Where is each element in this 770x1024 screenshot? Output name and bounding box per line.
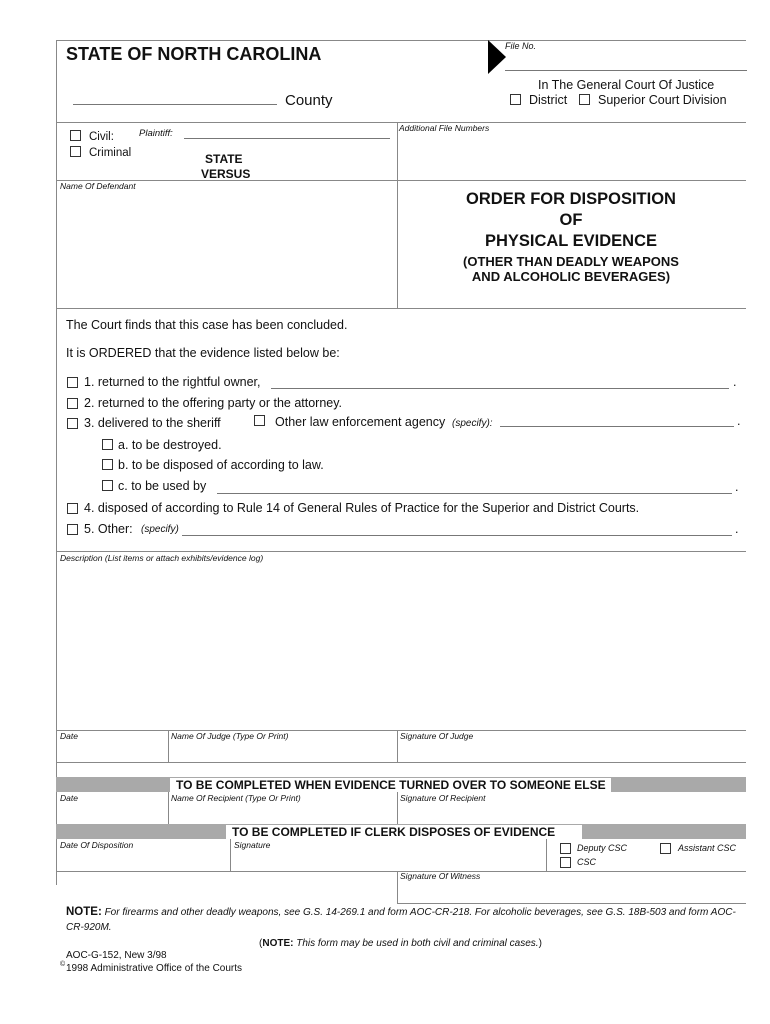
copyright-symbol: © (60, 961, 66, 968)
additional-file-numbers-label: Additional File Numbers (399, 123, 490, 133)
option-b-label: b. to be disposed of according to law. (118, 458, 324, 472)
option-a-label: a. to be destroyed. (118, 438, 222, 452)
description-label: Description (List items or attach exhibits/evidence log) (60, 553, 264, 563)
recipient-signature-label: Signature Of Recipient (400, 793, 486, 803)
note-2-text: This form may be used in both civil and criminal cases. (296, 938, 539, 949)
judge-signature-label: Signature Of Judge (400, 731, 474, 741)
signoff-divider-1 (168, 730, 169, 762)
district-label: District (529, 93, 568, 107)
county-line[interactable] (73, 104, 277, 105)
option-c-label: c. to be used by (118, 479, 207, 493)
signoff-bottom-line (56, 762, 746, 763)
judge-name-label: Name Of Judge (Type Or Print) (171, 731, 289, 741)
option-2-checkbox[interactable] (67, 398, 78, 409)
description-area[interactable] (58, 566, 744, 728)
option-c-checkbox[interactable] (102, 480, 113, 491)
subtitle-line-1: (OTHER THAN DEADLY WEAPONS (463, 254, 679, 269)
option-1-period: . (733, 375, 737, 389)
note-2-label: NOTE: (262, 938, 294, 949)
plaintiff-label: Plaintiff: (139, 128, 173, 139)
option-3-label: 3. delivered to the sheriff (84, 416, 221, 430)
note-2: (NOTE: This form may be used in both civil and criminal cases.) (259, 938, 542, 949)
option-b-checkbox[interactable] (102, 459, 113, 470)
state-title: STATE OF NORTH CAROLINA (66, 44, 322, 64)
plaintiff-line[interactable] (184, 138, 390, 139)
note-text: For firearms and other deadly weapons, see G.S. 14-269.1 and form AOC-CR-218. For alcoholic beverages, see G.S. 18B-503 and form AOC-CR-920M. (66, 907, 736, 933)
form-subtitle (398, 254, 744, 284)
title-top-line (397, 180, 746, 181)
superior-label: Superior Court Division (598, 93, 727, 107)
option-5-period: . (735, 522, 739, 536)
option-5-checkbox[interactable] (67, 524, 78, 535)
deputy-csc-label: Deputy CSC (577, 843, 628, 853)
turned-divider-1 (168, 792, 169, 826)
option-5-specify: (specify) (141, 524, 179, 535)
agency-specify-label: (specify): (452, 418, 493, 429)
option-2-label: 2. returned to the offering party or the attorney. (84, 396, 343, 410)
subtitle-line-2: AND ALCOHOLIC BEVERAGES) (471, 269, 671, 284)
other-agency-checkbox[interactable] (254, 415, 265, 426)
finding-concluded: The Court finds that this case has been concluded. (66, 318, 348, 332)
caption-bottom-line (56, 308, 746, 309)
option-c-period: . (735, 480, 739, 494)
criminal-checkbox[interactable] (70, 146, 81, 157)
option-3-period: . (737, 414, 741, 428)
title-line-2: OF (559, 211, 583, 229)
csc-checkbox[interactable] (560, 857, 571, 868)
criminal-label: Criminal (89, 147, 132, 159)
clerk-signature-label: Signature (234, 840, 271, 850)
file-no-label: File No. (505, 41, 537, 51)
used-by-line[interactable] (217, 493, 732, 494)
option-4-checkbox[interactable] (67, 503, 78, 514)
turned-over-heading: TO BE COMPLETED WHEN EVIDENCE TURNED OVER TO SOMEONE ELSE (170, 778, 611, 792)
owner-line[interactable] (271, 388, 729, 389)
civil-label: Civil: (89, 131, 114, 143)
signoff-divider-2 (397, 730, 398, 762)
deputy-csc-checkbox[interactable] (560, 843, 571, 854)
superior-checkbox[interactable] (579, 94, 590, 105)
witness-bottom-line (397, 903, 746, 904)
note-label: NOTE: (66, 906, 102, 918)
clerk-divider-2 (546, 839, 547, 871)
option-4-label: 4. disposed of according to Rule 14 of General Rules of Practice for the Superior and District Courts. (84, 501, 640, 515)
county-label: County (285, 92, 333, 109)
copyright-text: 1998 Administrative Office of the Courts (66, 963, 243, 974)
clerk-heading: TO BE COMPLETED IF CLERK DISPOSES OF EVIDENCE (226, 825, 582, 839)
other-agency-label: Other law enforcement agency (275, 415, 446, 429)
witness-label: Signature Of Witness (400, 871, 481, 881)
option-1-label: 1. returned to the rightful owner, (84, 375, 261, 389)
file-no-line[interactable] (505, 70, 747, 71)
district-checkbox[interactable] (510, 94, 521, 105)
note-block (66, 905, 736, 935)
title-line-3: PHYSICAL EVIDENCE (484, 232, 658, 250)
clerk-divider-1 (230, 839, 231, 871)
csc-label: CSC (577, 857, 597, 867)
court-name: In The General Court Of Justice (538, 78, 715, 92)
witness-divider (397, 871, 398, 903)
title-line-1: ORDER FOR DISPOSITION (466, 190, 676, 208)
finding-ordered: It is ORDERED that the evidence listed below be: (66, 346, 340, 360)
turned-divider-2 (397, 792, 398, 826)
assistant-csc-label: Assistant CSC (678, 843, 737, 853)
option-1-checkbox[interactable] (67, 377, 78, 388)
option-3-checkbox[interactable] (67, 418, 78, 429)
date-label: Date (60, 731, 78, 741)
top-border (56, 40, 746, 41)
form-title (398, 189, 744, 252)
recipient-name-label: Name Of Recipient (Type Or Print) (171, 793, 301, 803)
option-5-label: 5. Other: (84, 522, 133, 536)
state-party: STATE (205, 152, 243, 166)
versus-label: VERSUS (201, 167, 251, 181)
other-line[interactable] (182, 535, 732, 536)
assistant-csc-checkbox[interactable] (660, 843, 671, 854)
defendant-label: Name Of Defendant (60, 181, 136, 191)
left-border (56, 40, 57, 885)
form-number: AOC-G-152, New 3/98 (66, 950, 167, 961)
disposition-date-label: Date Of Disposition (60, 840, 134, 850)
option-a-checkbox[interactable] (102, 439, 113, 450)
description-top-line (56, 551, 746, 552)
agency-line[interactable] (500, 426, 734, 427)
civil-checkbox[interactable] (70, 130, 81, 141)
turned-date-label: Date (60, 793, 78, 803)
